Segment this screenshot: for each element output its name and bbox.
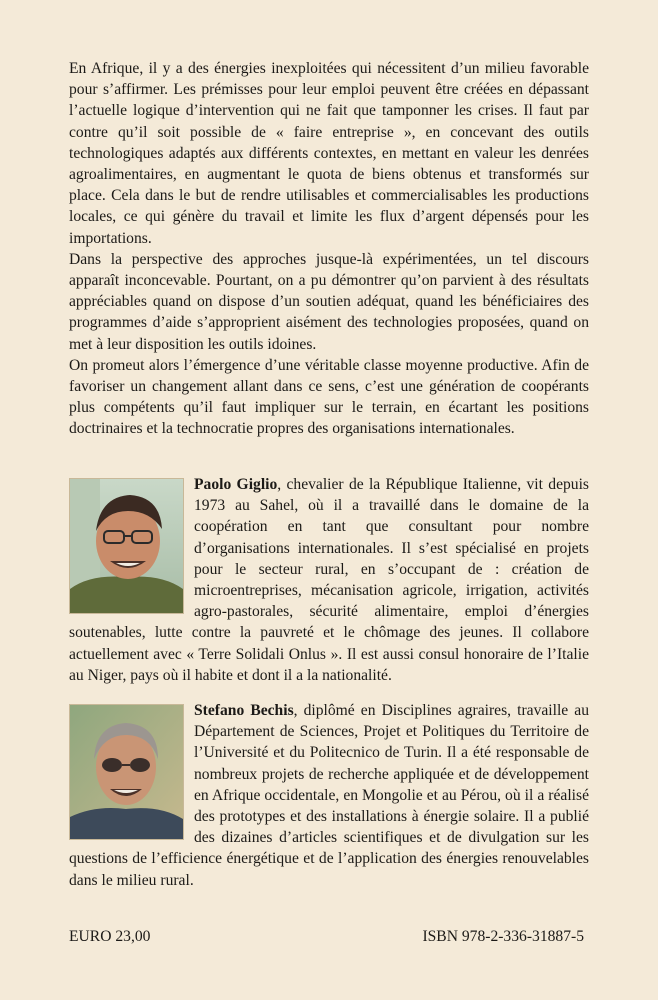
isbn-label: ISBN 978-2-336-31887-5	[422, 928, 584, 945]
author-name-1: Paolo Giglio	[194, 476, 278, 493]
author-photo-1	[69, 478, 184, 614]
author-bio-text-2: , diplômé en Disciplines agraires, travaille au Département de Sciences, Projet et Politiques du Territoire de l’Université et du Politecnico de Turin. Il a été responsable de nombreux projets de recherche appliquée et de développement en Afrique occidentale, en Mongolie et au Pérou, où il a réalisé des prototypes et des installations à énergie solaire. Il a publié des dizaines d’articles scientifiques et de divulgation sur les questions de l’efficience énergétique et de l’application des énergies renouvelables dans le milieu rural.	[69, 702, 589, 889]
author-bio-1	[69, 474, 589, 686]
author-bio-2	[69, 700, 589, 891]
blurb-paragraph-3: On promeut alors l’émergence d’une véritable classe moyenne productive. Afin de favoriser un changement allant dans ce sens, c’est une génération de coopérants plus compétents qu’il faut impliquer sur le terrain, en écartant les positions doctrinaires et la technocratie propres des organisations internationales.	[69, 356, 589, 438]
blurb-text	[69, 58, 589, 440]
author-name-2: Stefano Bechis	[194, 702, 294, 719]
blurb-paragraph-2: Dans la perspective des approches jusque-là expérimentées, un tel discours apparaît inconcevable. Pourtant, on a pu démontrer qu’on parvient à des résultats appréciables quand on dispose d’un soutien adéquat, quand les bénéficiaires des programmes d’aide s’approprient aisément des technologies proposées, quand on met à leur disposition les outils idoines.	[69, 250, 589, 353]
blurb-paragraph-1: En Afrique, il y a des énergies inexploitées qui nécessitent d’un milieu favorable pour s’affirmer. Les prémisses pour leur emploi peuvent être créées en dépassant l’actuelle logique d’intervention qui ne fait que tamponner les crises. Il faut par contre qu’il soit possible de « faire entreprise », en concevant des outils technologiques adaptés aux différents contextes, en mettant en valeur les denrées agroalimentaires, en augmentant le quota de biens obtenus et transformés sur place. Cela dans le but de rendre utilisables et commercialisables les productions locales, ce qui génère du travail et limite les flux d’argent dépensés pour les importations.	[69, 60, 589, 247]
author-bio-text-1: , chevalier de la République Italienne, vit depuis 1973 au Sahel, où il a travaillé dans le domaine de la coopération en tant que consultant pour nombre d’organisations internationales. Il s’est spécialisé en projets pour le secteur rural, en s’occupant de : création de microentreprises, mécanisation agricole, irrigation, activités agro-pastorales, sécurité alimentaire, emploi d’énergies soutenables, lutte contre la pauvreté et le chômage des jeunes. Il collabore actuellement avec « Terre Solidali Onlus ». Il est aussi consul honoraire de l’Italie au Niger, pays où il habite et dont il a la nationalité.	[69, 476, 589, 684]
author-photo-2	[69, 704, 184, 840]
price-label: EURO 23,00	[69, 928, 151, 945]
